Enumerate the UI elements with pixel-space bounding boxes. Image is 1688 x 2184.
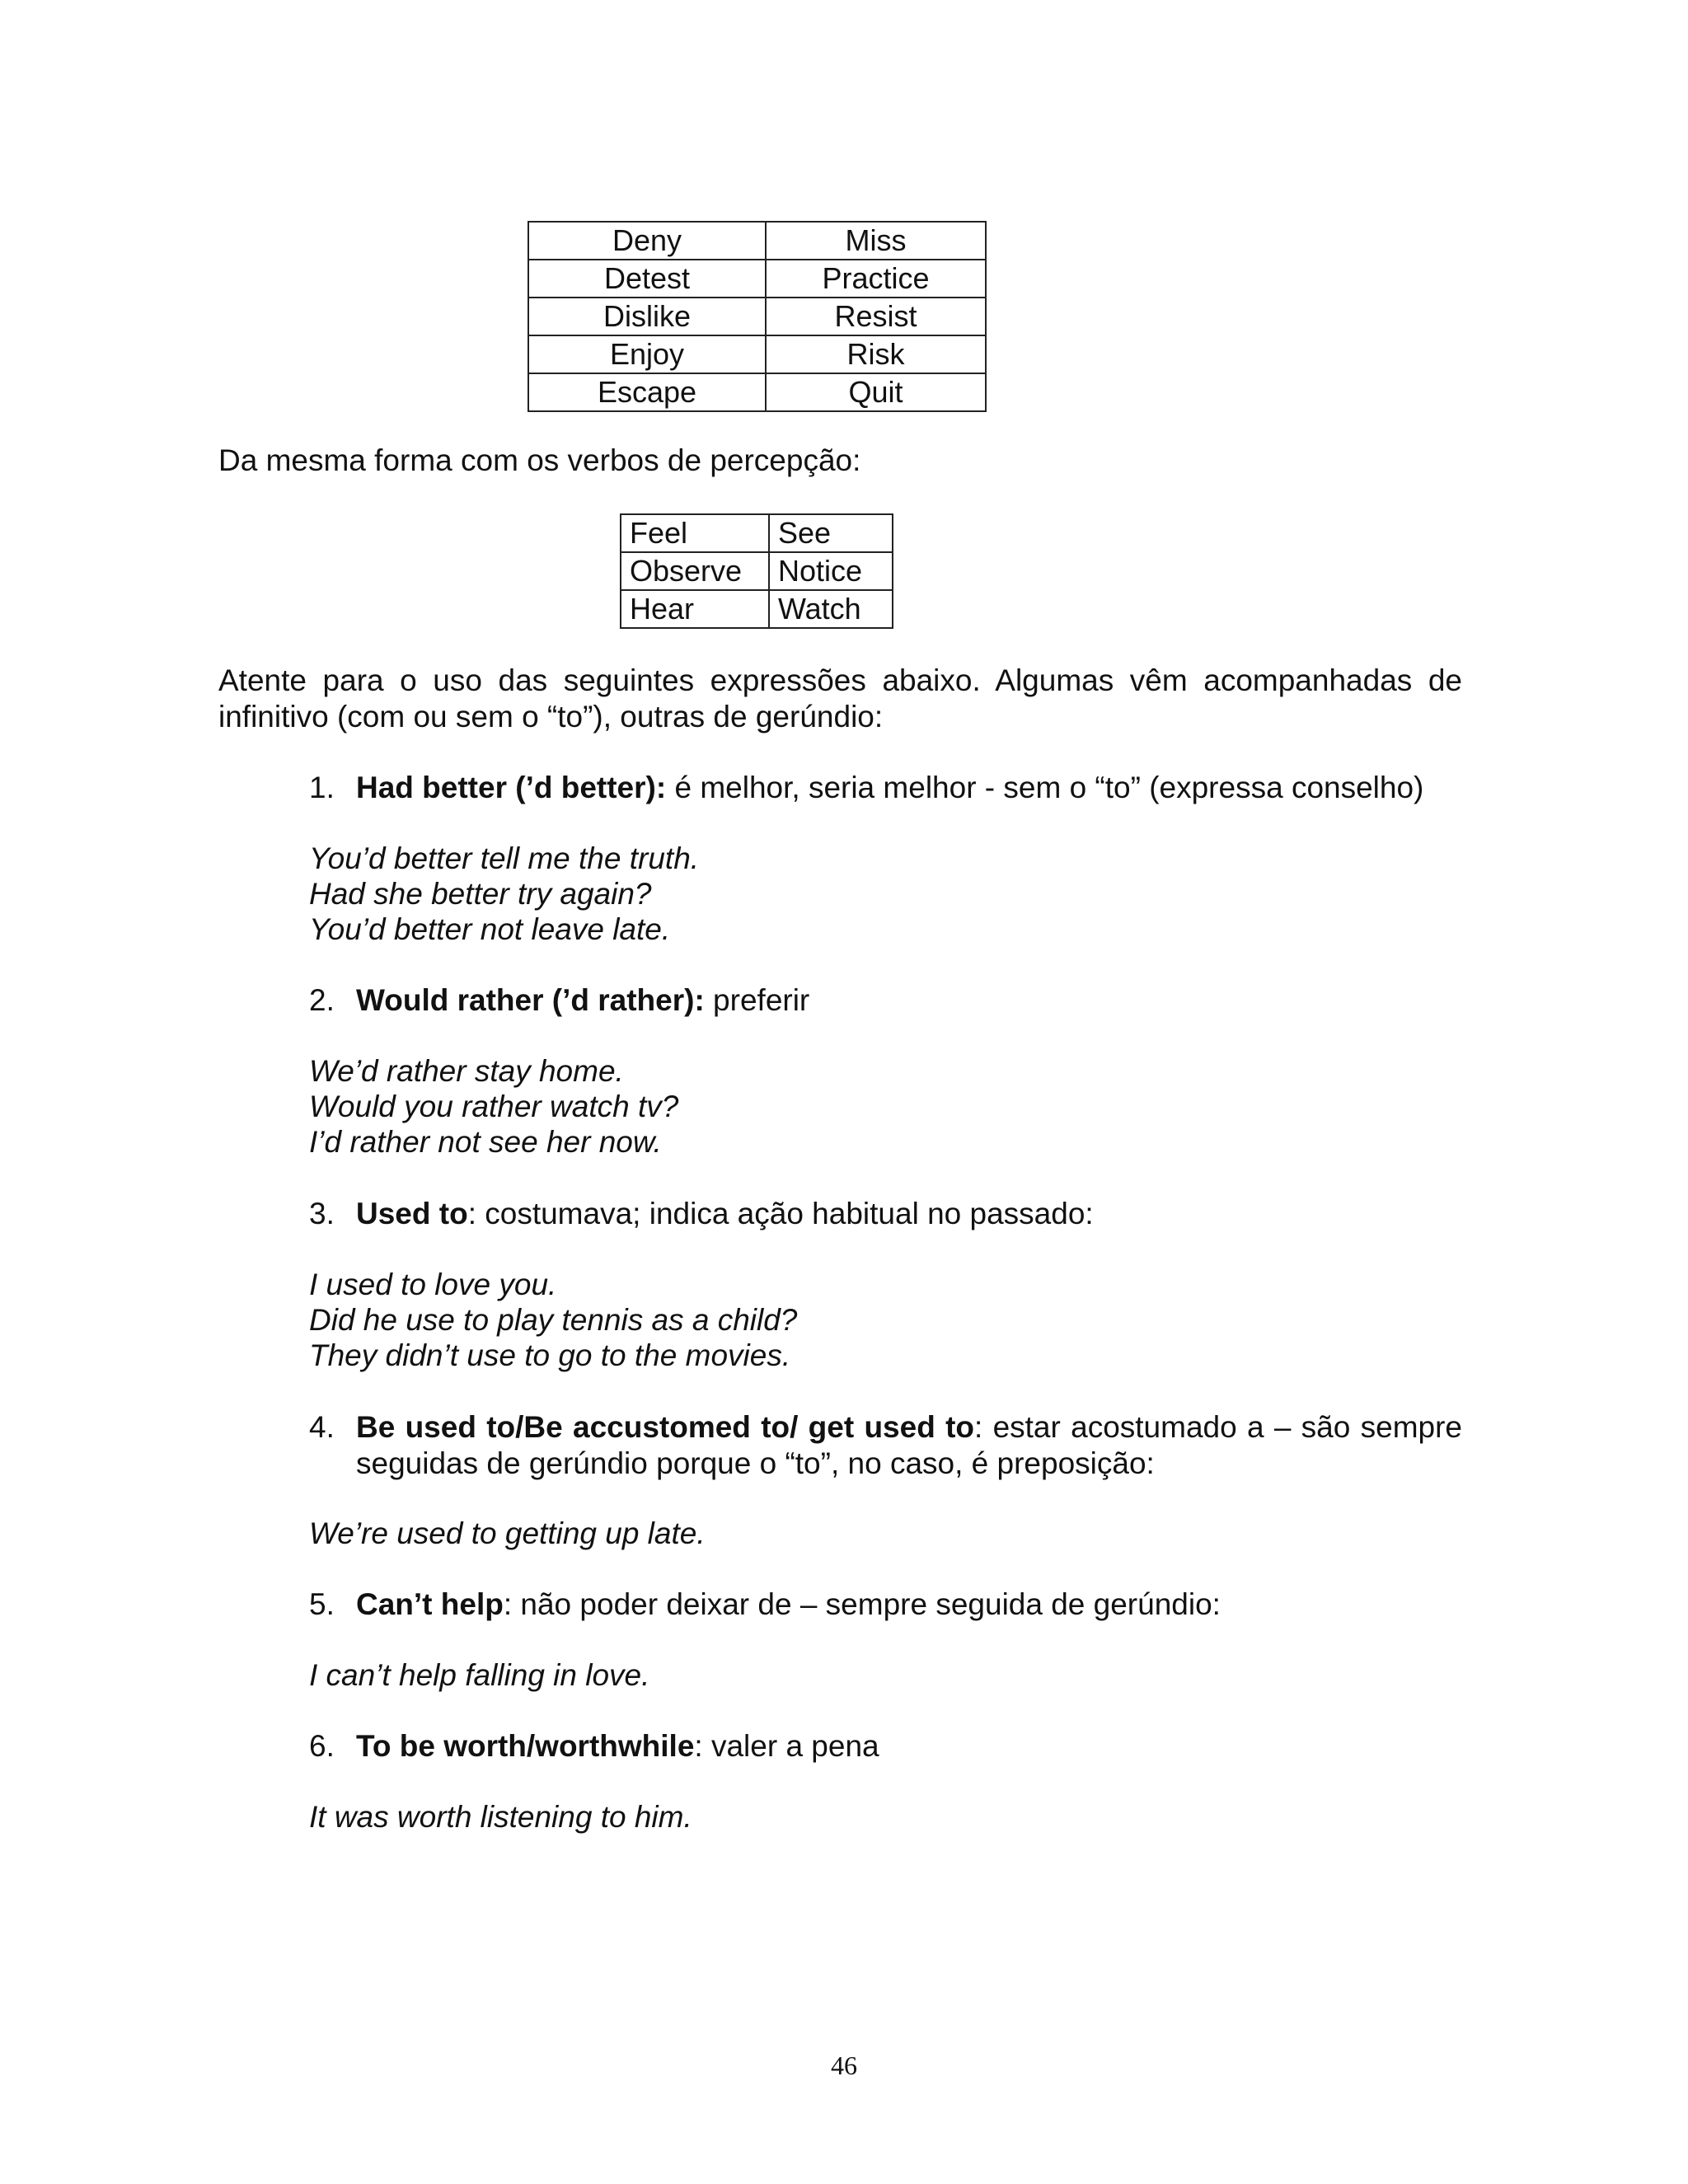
item-term: Be used to/Be accustomed to/ get used to <box>356 1410 975 1444</box>
table-cell: Risk <box>766 335 986 373</box>
item-examples <box>309 1516 1463 1551</box>
expression-item-4 <box>309 1409 1462 1482</box>
item-number: 4. <box>309 1410 335 1444</box>
example-sentence: They didn’t use to go to the movies. <box>309 1338 791 1372</box>
item-examples <box>309 1799 1463 1835</box>
table-cell: Practice <box>766 260 986 298</box>
table-cell: Escape <box>528 373 766 411</box>
item-description: preferir <box>704 983 810 1017</box>
example-sentence: We’d rather stay home. <box>309 1054 624 1088</box>
page-number: 46 <box>831 2050 857 2080</box>
item-description: : estar acostumado a – são sempre seguidas de gerúndio porque o “to”, no caso, é preposição: <box>356 1410 1462 1480</box>
item-term: Had better (’d better): <box>356 771 667 804</box>
table-row <box>528 222 986 260</box>
item-description: : valer a pena <box>694 1729 879 1763</box>
table-row <box>528 298 986 335</box>
item-term: To be worth/worthwhile <box>356 1729 695 1763</box>
table-row <box>528 260 986 298</box>
table-cell: Hear <box>621 590 769 628</box>
table-row <box>528 373 986 411</box>
expression-item-6 <box>309 1728 1462 1765</box>
example-sentence: I used to love you. <box>309 1268 557 1301</box>
example-sentence: You’d better tell me the truth. <box>309 841 700 875</box>
table-cell: Notice <box>769 552 893 590</box>
table-cell: Watch <box>769 590 893 628</box>
item-examples <box>309 1267 1463 1373</box>
item-number: 6. <box>309 1729 335 1763</box>
item-description: é melhor, seria melhor - sem o “to” (expressa conselho) <box>666 771 1424 804</box>
table-cell: Enjoy <box>528 335 766 373</box>
item-examples <box>309 1657 1463 1693</box>
perception-intro-text: Da mesma forma com os verbos de percepção: <box>218 443 861 477</box>
item-examples <box>309 1053 1463 1160</box>
table-cell: Observe <box>621 552 769 590</box>
table-row <box>621 590 893 628</box>
item-examples <box>309 841 1463 947</box>
table-row <box>621 514 893 552</box>
expression-item-3 <box>309 1196 1462 1232</box>
example-sentence: You’d better not leave late. <box>309 912 671 946</box>
item-number: 3. <box>309 1197 335 1230</box>
item-term: Used to <box>356 1197 468 1230</box>
expressions-intro-text: Atente para o uso das seguintes expressões abaixo. Algumas vêm acompanhadas de infinitivo (com ou sem o “to”), outras de gerúndio: <box>218 663 1462 733</box>
expression-item-5 <box>309 1586 1462 1623</box>
example-sentence: Had she better try again? <box>309 877 652 911</box>
example-sentence: I can’t help falling in love. <box>309 1658 650 1692</box>
example-sentence: Did he use to play tennis as a child? <box>309 1303 798 1337</box>
table-cell: Deny <box>528 222 766 260</box>
table-cell: See <box>769 514 893 552</box>
table-cell: Detest <box>528 260 766 298</box>
example-sentence: It was worth listening to him. <box>309 1800 692 1834</box>
table-cell: Miss <box>766 222 986 260</box>
perception-verbs-table <box>620 513 893 629</box>
gerund-verbs-table <box>528 221 987 412</box>
item-description: : costumava; indica ação habitual no passado: <box>467 1197 1094 1230</box>
example-sentence: We’re used to getting up late. <box>309 1516 706 1550</box>
item-number: 1. <box>309 771 335 804</box>
table-cell: Resist <box>766 298 986 335</box>
table-cell: Quit <box>766 373 986 411</box>
item-description: : não poder deixar de – sempre seguida de gerúndio: <box>503 1587 1221 1621</box>
expression-item-1 <box>309 770 1462 806</box>
table-cell: Feel <box>621 514 769 552</box>
example-sentence: I’d rather not see her now. <box>309 1125 662 1159</box>
table-row <box>621 552 893 590</box>
item-number: 5. <box>309 1587 335 1621</box>
expression-item-2 <box>309 982 1462 1019</box>
item-number: 2. <box>309 983 335 1017</box>
item-term: Can’t help <box>356 1587 504 1621</box>
table-cell: Dislike <box>528 298 766 335</box>
item-term: Would rather (’d rather): <box>356 983 705 1017</box>
table-row <box>528 335 986 373</box>
example-sentence: Would you rather watch tv? <box>309 1090 679 1123</box>
